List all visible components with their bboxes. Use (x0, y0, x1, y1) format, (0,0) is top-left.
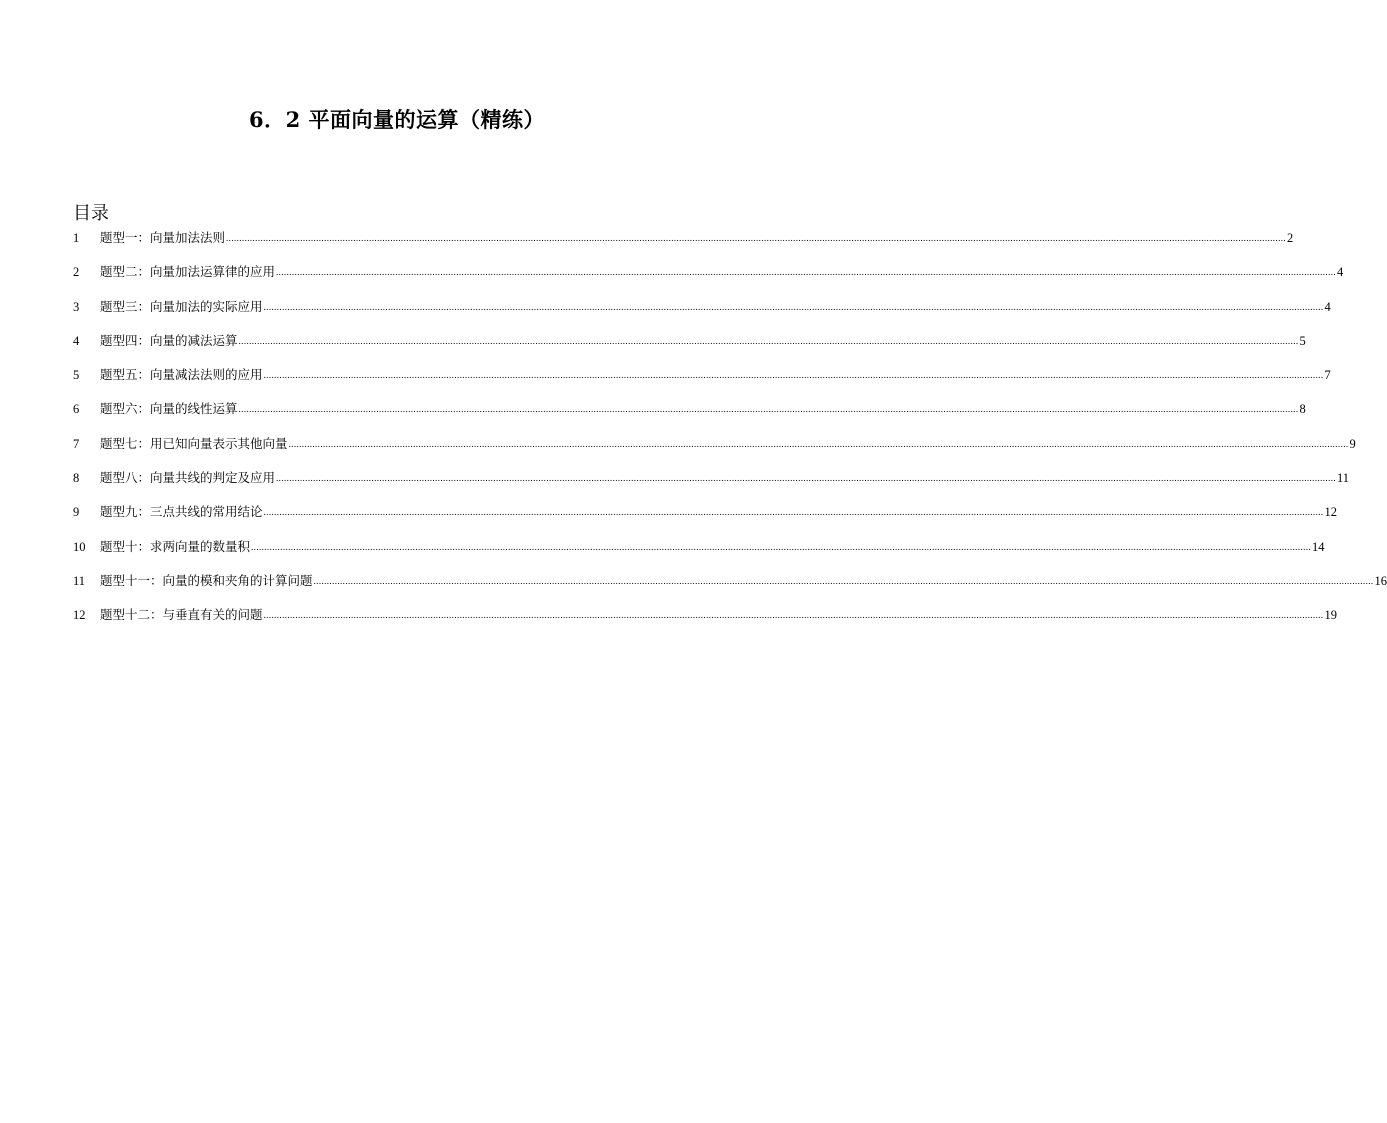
toc-entry-page-number[interactable]: 5 (1299, 333, 1306, 348)
toc-entry-number: 7 (73, 436, 80, 451)
page-title: 6．2 平面向量的运算（精练） (248, 107, 546, 132)
table-of-contents (73, 226, 1387, 638)
toc-entry[interactable] (73, 535, 1325, 569)
toc-entry[interactable] (73, 397, 1306, 431)
toc-entry-number: 3 (73, 299, 80, 314)
toc-entry-number: 5 (73, 368, 80, 383)
toc-entry-label[interactable]: 题型六：向量的线性运算 (100, 401, 238, 417)
toc-dot-leader: ................................................................................................................................................................................................................................................................................................................................................................................................................ (263, 610, 1324, 621)
toc-entry[interactable] (73, 432, 1356, 466)
toc-entry-label[interactable]: 题型一：向量加法法则 (100, 230, 226, 245)
toc-entry[interactable] (73, 295, 1331, 329)
toc-entry-page-number[interactable]: 4 (1337, 265, 1344, 280)
toc-entry[interactable] (73, 466, 1350, 500)
toc-entry-page-number[interactable]: 16 (1374, 573, 1387, 588)
toc-entry-number: 12 (73, 608, 86, 623)
toc-dot-leader: ................................................................................................................................................................................................................................................................................................................................................................................................................ (263, 370, 1324, 381)
toc-entry-page-number[interactable]: 14 (1312, 539, 1325, 554)
toc-entry-label[interactable]: 题型五：向量减法法则的应用 (100, 367, 263, 383)
toc-entry-number: 11 (73, 573, 86, 588)
toc-entry-label[interactable]: 题型十二：与垂直有关的问题 (100, 607, 263, 623)
toc-entry[interactable] (73, 260, 1344, 294)
toc-entry-page-number[interactable]: 8 (1299, 402, 1306, 417)
toc-entry-page-number[interactable]: 4 (1324, 299, 1331, 314)
toc-entry-number: 9 (73, 505, 80, 520)
toc-entry-label[interactable]: 题型九：三点共线的常用结论 (100, 504, 263, 520)
toc-entry-label[interactable]: 题型十：求两向量的数量积 (100, 538, 251, 554)
toc-entry[interactable] (73, 329, 1306, 363)
toc-entry-number: 4 (73, 333, 80, 348)
toc-dot-leader: ................................................................................................................................................................................................................................................................................................................................................................................................................ (276, 267, 1337, 278)
toc-dot-leader: ................................................................................................................................................................................................................................................................................................................................................................................................................ (238, 335, 1299, 346)
toc-entry[interactable] (73, 500, 1338, 534)
toc-entry-page-number[interactable]: 2 (1287, 231, 1294, 245)
toc-dot-leader: ................................................................................................................................................................................................................................................................................................................................................................................................................ (251, 541, 1312, 552)
toc-dot-leader: ................................................................................................................................................................................................................................................................................................................................................................................................................ (288, 438, 1349, 449)
toc-entry-number: 6 (73, 402, 80, 417)
toc-dot-leader: ................................................................................................................................................................................................................................................................................................................................................................................................................ (276, 473, 1337, 484)
toc-entry-label[interactable]: 题型四：向量的减法运算 (100, 332, 238, 348)
toc-entry[interactable] (73, 569, 1387, 603)
toc-entry[interactable] (73, 363, 1331, 397)
toc-dot-leader: ................................................................................................................................................................................................................................................................................................................................................................................................................ (226, 233, 1287, 243)
toc-entry-number: 10 (73, 539, 86, 554)
toc-entry-label[interactable]: 题型三：向量加法的实际应用 (100, 298, 263, 314)
toc-dot-leader: ................................................................................................................................................................................................................................................................................................................................................................................................................ (263, 507, 1324, 518)
toc-entry[interactable] (73, 226, 1294, 260)
toc-entry-label[interactable]: 题型八：向量共线的判定及应用 (100, 470, 276, 486)
toc-heading: 目录 (73, 203, 109, 224)
toc-dot-leader: ................................................................................................................................................................................................................................................................................................................................................................................................................ (313, 575, 1374, 586)
toc-entry-label[interactable]: 题型十一：向量的模和夹角的计算问题 (100, 572, 313, 588)
toc-entry-page-number[interactable]: 7 (1324, 368, 1331, 383)
toc-entry-page-number[interactable]: 12 (1324, 505, 1338, 520)
toc-entry-label[interactable]: 题型二：向量加法运算律的应用 (100, 264, 276, 280)
toc-entry-page-number[interactable]: 9 (1349, 436, 1356, 451)
toc-dot-leader: ................................................................................................................................................................................................................................................................................................................................................................................................................ (263, 301, 1324, 312)
toc-entry-page-number[interactable]: 11 (1337, 471, 1350, 486)
toc-dot-leader: ................................................................................................................................................................................................................................................................................................................................................................................................................ (238, 404, 1299, 415)
toc-entry-number: 2 (73, 265, 80, 280)
toc-entry-label[interactable]: 题型七：用已知向量表示其他向量 (100, 435, 288, 451)
toc-entry-number: 8 (73, 471, 80, 486)
toc-entry-page-number[interactable]: 19 (1324, 608, 1338, 623)
toc-entry-number: 1 (73, 231, 80, 245)
toc-entry[interactable] (73, 603, 1338, 637)
